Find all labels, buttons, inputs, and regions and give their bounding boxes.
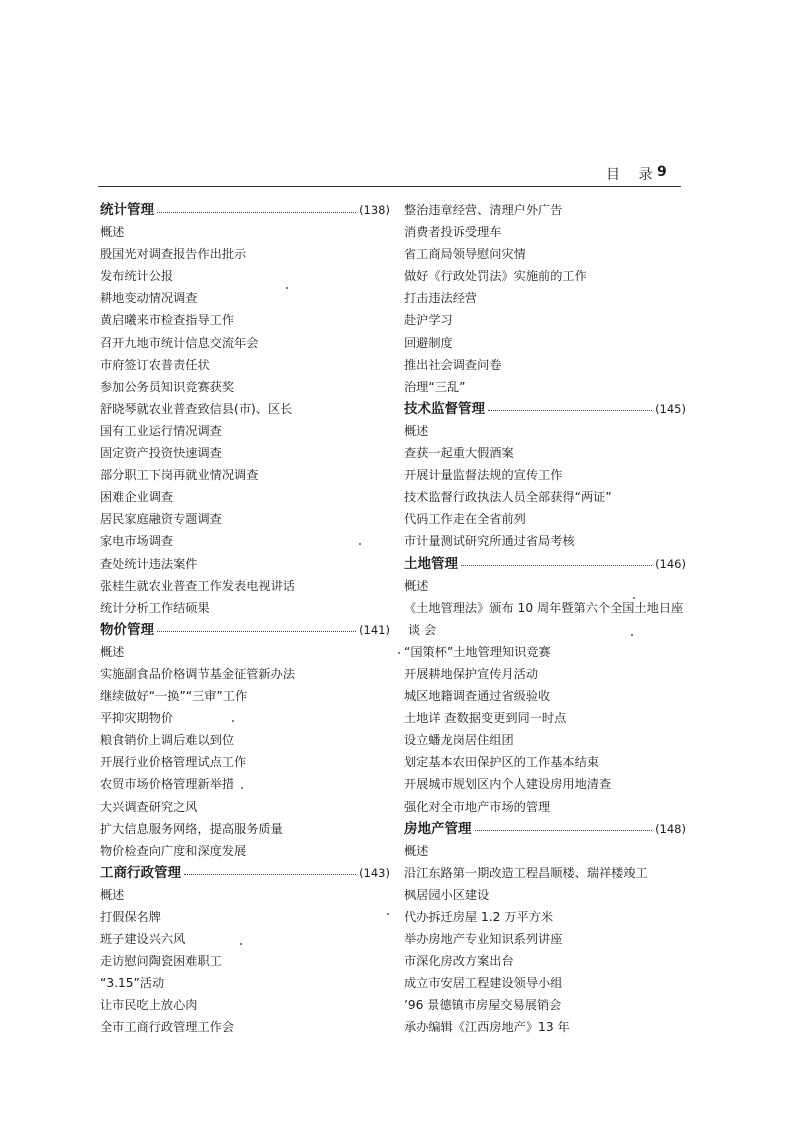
section-title: 统计管理 <box>100 202 154 218</box>
scan-speck <box>633 597 635 599</box>
toc-section-heading <box>100 862 390 884</box>
toc-entry: 概述 <box>404 578 429 593</box>
toc-section-heading <box>404 553 686 575</box>
section-title: 物价管理 <box>100 621 154 638</box>
dot-leader <box>475 830 653 831</box>
toc-entry: 打击违法经营 <box>404 291 478 306</box>
dot-leader <box>184 874 356 875</box>
toc-entry: 开展计量监督法规的宣传工作 <box>404 468 563 483</box>
toc-entry: 家电市场调查 <box>100 534 174 549</box>
scan-speck <box>240 943 242 945</box>
section-page-number: (145) <box>655 401 686 416</box>
section-page-number: (138) <box>359 203 390 217</box>
toc-entry: 居民家庭融资专题调查 <box>100 512 222 527</box>
toc-entry: 枫居园小区建设 <box>404 887 490 902</box>
toc-entry: 张桂生就农业普查工作发表电视讲话 <box>100 578 295 593</box>
scan-speck <box>398 652 400 654</box>
toc-entry: 概述 <box>404 843 429 858</box>
toc-entry: 开展耕地保护宣传月活动 <box>404 666 539 681</box>
toc-entry: 整治违章经营、清理户外广告 <box>404 203 563 217</box>
toc-section-heading <box>404 818 686 840</box>
toc-entry: 设立蟠龙岗居住组团 <box>404 733 514 748</box>
toc-entry: 代办拆迁房屋 1.2 万平方米 <box>404 910 554 924</box>
toc-entry: 市深化房改方案出台 <box>404 954 514 969</box>
toc-entry: 沿江东路第一期改造工程昌顺楼、瑞祥楼竣工 <box>404 865 648 880</box>
toc-entry: 做好《行政处罚法》实施前的工作 <box>404 269 587 284</box>
toc-entry: 省工商局领导慰问灾情 <box>404 247 526 262</box>
page-number: 9 <box>657 164 667 180</box>
toc-entry: 《土地管理法》颁布 10 周年暨第六个全国土地日座 <box>404 600 684 615</box>
dot-leader <box>488 410 652 411</box>
toc-entry: 概述 <box>100 887 125 902</box>
toc-entry: 赴沪学习 <box>404 313 453 328</box>
toc-entry: 回避制度 <box>404 335 453 350</box>
section-title: 土地管理 <box>404 555 458 572</box>
toc-entry: 平抑灾期物价 <box>100 711 174 726</box>
toc-entry: 全市工商行政管理工作会 <box>100 1020 235 1035</box>
toc-entry: 推出社会调查问卷 <box>404 357 502 372</box>
toc-entry: 扩大信息服务网络，提高服务质量 <box>100 821 283 836</box>
toc-entry: 困难企业调查 <box>100 490 174 505</box>
header-title: 目 录 <box>606 167 660 183</box>
toc-entry: 代码工作走在全省前列 <box>404 512 526 527</box>
toc-entry: ’96 景德镇市房屋交易展销会 <box>404 998 562 1013</box>
toc-entry: 概述 <box>100 644 125 659</box>
toc-entry: 开展城市规划区内个人建设房用地清查 <box>404 777 612 792</box>
toc-entry: 市府签订农普责任状 <box>100 357 210 372</box>
scan-speck <box>286 287 288 289</box>
toc-entry: 开展行业价格管理试点工作 <box>100 755 247 770</box>
header-rule <box>98 186 681 187</box>
section-page-number: (148) <box>655 821 686 836</box>
toc-entry: 概述 <box>404 423 429 438</box>
dot-leader <box>461 565 652 566</box>
toc-entry: 概述 <box>100 225 125 240</box>
toc-section-heading <box>404 398 686 420</box>
scan-speck <box>241 787 243 789</box>
toc-entry: 粮食销价上调后难以到位 <box>100 733 235 748</box>
toc-entry: 班子建设兴六风 <box>100 932 186 947</box>
toc-entry: 发布统计公报 <box>100 269 174 284</box>
scan-speck <box>631 634 633 636</box>
section-title: 房地产管理 <box>404 820 472 837</box>
toc-left-column <box>100 199 390 1039</box>
toc-entry: 市计量测试研究所通过省局考核 <box>404 534 575 549</box>
toc-entry: 实施副食品价格调节基金征管新办法 <box>100 666 295 681</box>
toc-entry: 走访慰问陶瓷困难职工 <box>100 954 222 969</box>
toc-entry: 划定基本农田保护区的工作基本结束 <box>404 755 599 770</box>
toc-entry: 物价检查向广度和深度发展 <box>100 843 247 858</box>
toc-entry: 举办房地产专业知识系列讲座 <box>404 932 563 947</box>
toc-entry: 让市民吃上放心肉 <box>100 998 198 1013</box>
toc-entry: 农贸市场价格管理新举措 <box>100 777 235 792</box>
toc-entry: 固定资产投资快速调查 <box>100 446 222 461</box>
toc-entry: 打假保名牌 <box>100 910 161 924</box>
dot-leader <box>157 631 356 632</box>
toc-section-heading <box>100 619 390 641</box>
toc-entry: 殷国光对调查报告作出批示 <box>100 247 247 262</box>
toc-entry: 继续做好“一换”“三审”工作 <box>100 689 248 704</box>
toc-entry: 耕地变动情况调查 <box>100 291 198 306</box>
page-header <box>0 162 800 186</box>
scan-speck <box>359 543 361 545</box>
section-page-number: (146) <box>655 556 686 571</box>
toc-entry: 舒晓琴就农业普查致信县(市)、区长 <box>100 401 293 416</box>
toc-entry: 国有工业运行情况调查 <box>100 423 222 438</box>
toc-entry: 治理“三乱” <box>404 379 466 394</box>
toc-entry: 土地详 查数据变更到同一时点 <box>404 711 567 726</box>
toc-right-column <box>404 199 686 1039</box>
toc-section-heading <box>100 199 390 221</box>
toc-entry: 消费者投诉受理车 <box>404 225 502 240</box>
toc-entry: 召开九地市统计信息交流年会 <box>100 335 259 350</box>
toc-entry: 查获一起重大假酒案 <box>404 446 514 461</box>
section-title: 工商行政管理 <box>100 864 181 881</box>
toc-entry: 承办编辑《江西房地产》13 年 <box>404 1020 570 1035</box>
toc-entry: 大兴调查研究之风 <box>100 799 198 814</box>
toc-entry: 成立市安居工程建设领导小组 <box>404 976 563 991</box>
section-title: 技术监督管理 <box>404 400 485 417</box>
toc-entry: 部分职工下岗再就业情况调查 <box>100 468 259 483</box>
toc-entry: 技术监督行政执法人员全部获得“两证” <box>404 490 612 505</box>
toc-entry: 查处统计违法案件 <box>100 556 198 571</box>
toc-entry: “3.15”活动 <box>100 976 165 991</box>
dot-leader <box>157 212 356 213</box>
section-page-number: (143) <box>359 865 390 880</box>
toc-entry: “国策杯”土地管理知识竞赛 <box>404 644 551 659</box>
scan-speck <box>387 913 389 915</box>
toc-entry: 参加公务员知识竞赛获奖 <box>100 379 235 394</box>
toc-entry: 黄启曦来市检查指导工作 <box>100 313 235 328</box>
toc-entry: 强化对全市地产市场的管理 <box>404 799 551 814</box>
toc-entry: 谈 会 <box>408 622 437 637</box>
scan-speck <box>232 720 234 722</box>
toc-entry: 统计分析工作结硕果 <box>100 600 210 615</box>
section-page-number: (141) <box>359 622 390 637</box>
toc-entry: 城区地籍调查通过省级验收 <box>404 689 551 704</box>
